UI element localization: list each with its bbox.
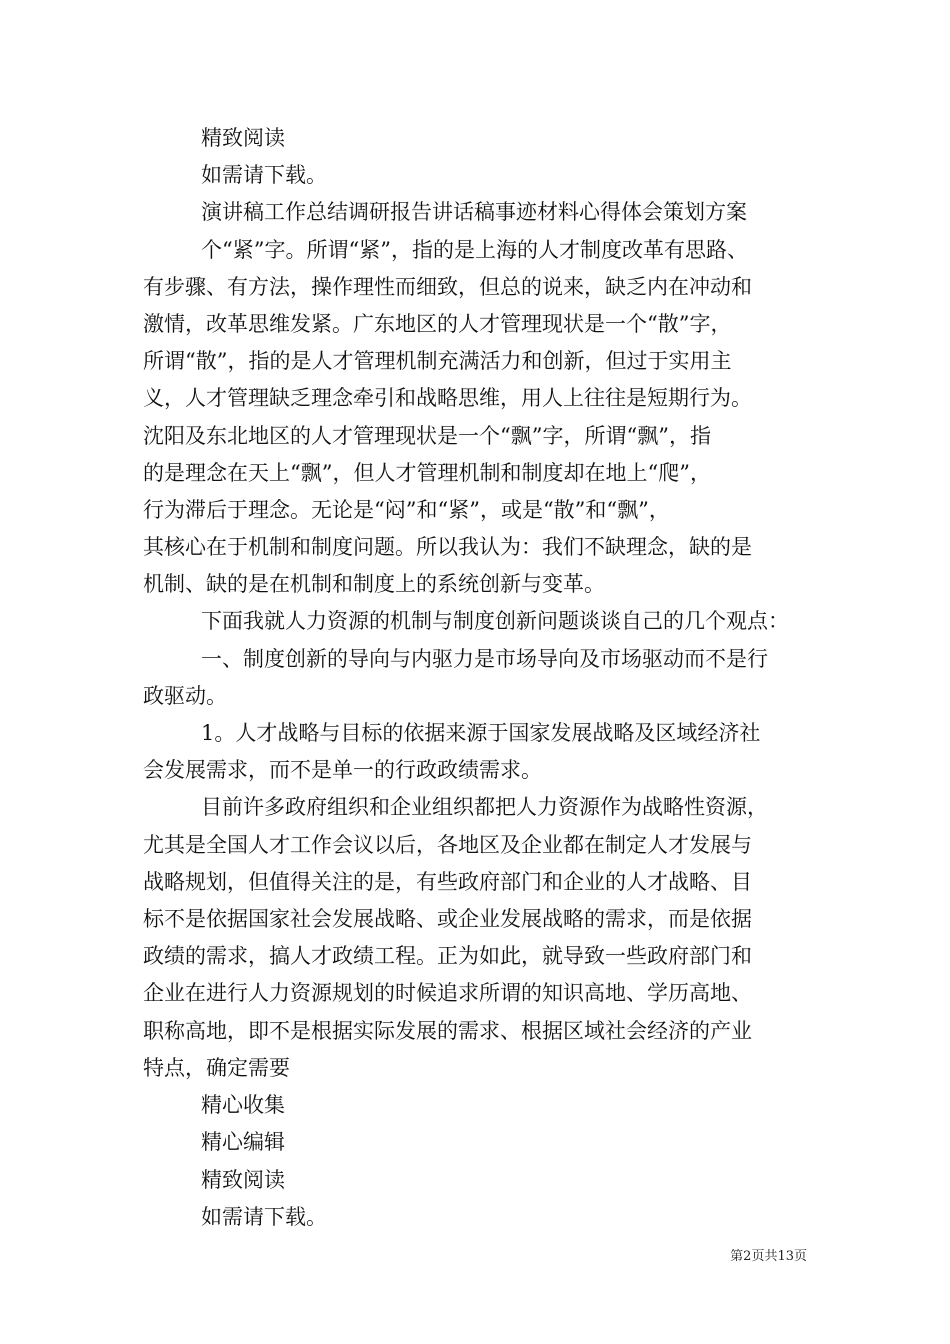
body-line: 沈阳及东北地区的人才管理现状是一个“飘”字，所谓“飘”，指 xyxy=(143,423,711,448)
body-line: 尤其是全国人才工作会议以后，各地区及企业都在制定人才发展与 xyxy=(143,832,752,857)
body-line: 其核心在于机制和制度问题。所以我认为：我们不缺理念，缺的是 xyxy=(143,535,752,560)
body-line: 政绩的需求，搞人才政绩工程。正为如此，就导致一些政府部门和 xyxy=(143,944,752,969)
closing-line-2: 精心编辑 xyxy=(201,1130,285,1155)
body-line: 所谓“散”，指的是人才管理机制充满活力和创新，但过于实用主 xyxy=(143,349,732,374)
body-line: 职称高地，即不是根据实际发展的需求、根据区域社会经济的产业 xyxy=(143,1018,752,1043)
body-line: 企业在进行人力资源规划的时候追求所谓的知识高地、学历高地、 xyxy=(143,981,752,1006)
header-line-2: 如需请下载。 xyxy=(201,163,327,188)
body-line: 政驱动。 xyxy=(143,683,227,708)
page-number: 第2页共13页 xyxy=(730,1249,807,1264)
closing-line-1: 精心收集 xyxy=(201,1093,285,1118)
body-line: 特点，确定需要 xyxy=(143,1055,290,1080)
closing-line-3: 精致阅读 xyxy=(201,1167,285,1192)
body-line: 义，人才管理缺乏理念牵引和战略思维，用人上往往是短期行为。 xyxy=(143,386,752,411)
body-line: 标不是依据国家社会发展战略、或企业发展战略的需求，而是依据 xyxy=(143,906,752,931)
header-line-1: 精致阅读 xyxy=(201,126,285,150)
body-line: 目前许多政府组织和企业组织都把人力资源作为战略性资源， xyxy=(201,795,768,820)
body-line: 有步骤、有方法，操作理性而细致，但总的说来，缺乏内在冲动和 xyxy=(143,274,752,299)
body-line: 个“紧”字。所谓“紧”，指的是上海的人才制度改革有思路、 xyxy=(201,237,748,262)
document-subtitle: 演讲稿工作总结调研报告讲话稿事迹材料心得体会策划方案 xyxy=(201,200,747,225)
body-line: 的是理念在天上“飘”，但人才管理机制和制度却在地上“爬”， xyxy=(143,460,711,485)
body-line: 会发展需求，而不是单一的行政政绩需求。 xyxy=(143,758,542,783)
header-notes xyxy=(143,120,813,232)
closing-line-4: 如需请下载。 xyxy=(201,1204,327,1229)
body-line: 行为滞后于理念。无论是“闷”和“紧”，或是“散”和“飘”， xyxy=(143,497,670,522)
body-line: 下面我就人力资源的机制与制度创新问题谈谈自己的几个观点： xyxy=(201,609,789,634)
body-line: 战略规划，但值得关注的是，有些政府部门和企业的人才战略、目 xyxy=(143,869,752,894)
closing-notes xyxy=(143,1087,813,1236)
body-line: 机制、缺的是在机制和制度上的系统创新与变革。 xyxy=(143,572,605,597)
body-text xyxy=(143,232,813,1087)
body-line: 激情，改革思维发紧。广东地区的人才管理现状是一个“散”字， xyxy=(143,311,732,336)
body-line: 一、制度创新的导向与内驱力是市场导向及市场驱动而不是行 xyxy=(201,646,768,671)
body-line: 1。人才战略与目标的依据来源于国家发展战略及区域经济社 xyxy=(201,721,761,746)
